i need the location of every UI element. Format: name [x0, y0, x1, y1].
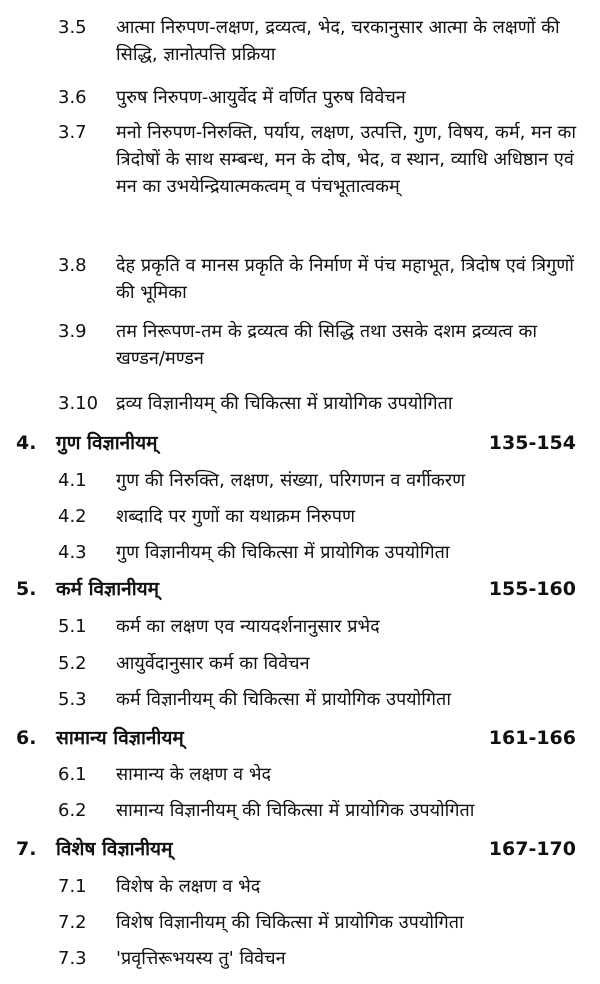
entry-number: 7.3 [58, 948, 87, 969]
entry-number: 5.3 [58, 689, 87, 710]
entry-title: सामान्य विज्ञानीयम् की चिकित्सा में प्रायोगिक उपयोगिता [116, 800, 475, 821]
toc-entry [58, 650, 576, 677]
entry-number: 4.3 [58, 542, 87, 563]
entry-number: 3.10 [58, 393, 99, 414]
toc-entry [58, 119, 576, 200]
entry-title: गुण विज्ञानीयम् की चिकित्सा में प्रायोगिक उपयोगिता [116, 542, 450, 563]
chapter-title: कर्म विज्ञानीयम् [56, 578, 160, 600]
entry-number: 5.2 [58, 653, 87, 674]
toc-entry [58, 539, 576, 566]
chapter-pages: 135-154 [488, 432, 576, 454]
entry-number: 4.2 [58, 506, 87, 527]
toc-entry [58, 873, 576, 900]
toc-entry [58, 503, 576, 530]
entry-title: विशेष के लक्षण व भेद [116, 876, 261, 897]
entry-number: 3.5 [58, 17, 87, 38]
toc-entry [58, 252, 576, 306]
chapter-number: 6. [16, 727, 37, 749]
entry-title: देह प्रकृति व मानस प्रकृति के निर्माण में पंच महाभूत, त्रिदोष एवं त्रिगुणों की भूमिका [116, 255, 574, 303]
chapter-pages: 161-166 [488, 727, 576, 749]
toc-entry [58, 84, 576, 111]
toc-entry [58, 797, 576, 824]
entry-title: आत्मा निरुपण-लक्षण, द्रव्यत्व, भेद, चरकानुसार आत्मा के लक्षणों की सिद्धि, ज्ञानोत्पत्ति प्रक्रिया [116, 17, 560, 65]
entry-number: 3.9 [58, 321, 87, 342]
chapter-number: 4. [16, 432, 37, 454]
chapter-title: गुण विज्ञानीयम् [56, 432, 158, 454]
entry-title: मनो निरुपण-निरुक्ति, पर्याय, लक्षण, उत्पत्ति, गुण, विषय, कर्म, मन का त्रिदोषों के साथ सम्बन्ध, मन के दोष, भेद, व स्थान, व्याधि अधिष्ठान एवं मन का उभयेन्द्रियात्मकत्वम् व पंचभूतात्वकम् [116, 122, 576, 197]
entry-number: 3.8 [58, 255, 87, 276]
entry-title: आयुर्वेदानुसार कर्म का विवेचन [116, 653, 310, 674]
entry-title: पुरुष निरुपण-आयुर्वेद में वर्णित पुरुष विवेचन [116, 87, 406, 108]
entry-title: कर्म का लक्षण एव न्यायदर्शनानुसार प्रभेद [116, 616, 380, 637]
toc-entry [58, 909, 576, 936]
toc-entry [58, 613, 576, 640]
toc-entry [58, 686, 576, 713]
entry-number: 7.1 [58, 876, 87, 897]
chapter-title: विशेष विज्ञानीयम् [56, 838, 173, 860]
chapter-number: 7. [16, 838, 37, 860]
entry-number: 7.2 [58, 912, 87, 933]
toc-entry [58, 390, 576, 417]
toc-entry [58, 318, 576, 372]
toc-entry [58, 14, 576, 68]
entry-title: कर्म विज्ञानीयम् की चिकित्सा में प्रायोगिक उपयोगिता [116, 689, 451, 710]
chapter-title: सामान्य विज्ञानीयम् [56, 727, 184, 749]
chapter-pages: 155-160 [488, 578, 576, 600]
entry-number: 3.6 [58, 87, 87, 108]
entry-title: गुण की निरुक्ति, लक्षण, संख्या, परिगणन व वर्गीकरण [116, 470, 466, 491]
entry-number: 5.1 [58, 616, 87, 637]
entry-number: 6.1 [58, 764, 87, 785]
entry-title: द्रव्य विज्ञानीयम् की चिकित्सा में प्रायोगिक उपयोगिता [116, 393, 453, 414]
toc-entry [58, 761, 576, 788]
toc-entry [58, 945, 576, 972]
entry-number: 3.7 [58, 122, 87, 143]
entry-number: 6.2 [58, 800, 87, 821]
entry-title: शब्दादि पर गुणों का यथाक्रम निरुपण [116, 506, 356, 527]
toc-entry [58, 467, 576, 494]
entry-title: सामान्य के लक्षण व भेद [116, 764, 272, 785]
chapter-number: 5. [16, 578, 37, 600]
entry-title: विशेष विज्ञानीयम् की चिकित्सा में प्रायोगिक उपयोगिता [116, 912, 464, 933]
entry-title: तम निरूपण-तम के द्रव्यत्व की सिद्धि तथा उसके दशम द्रव्यत्व का खण्डन/मण्डन [116, 321, 538, 369]
chapter-pages: 167-170 [488, 838, 576, 860]
entry-number: 4.1 [58, 470, 87, 491]
entry-title: 'प्रवृत्तिरूभयस्य तु' विवेचन [116, 948, 286, 969]
